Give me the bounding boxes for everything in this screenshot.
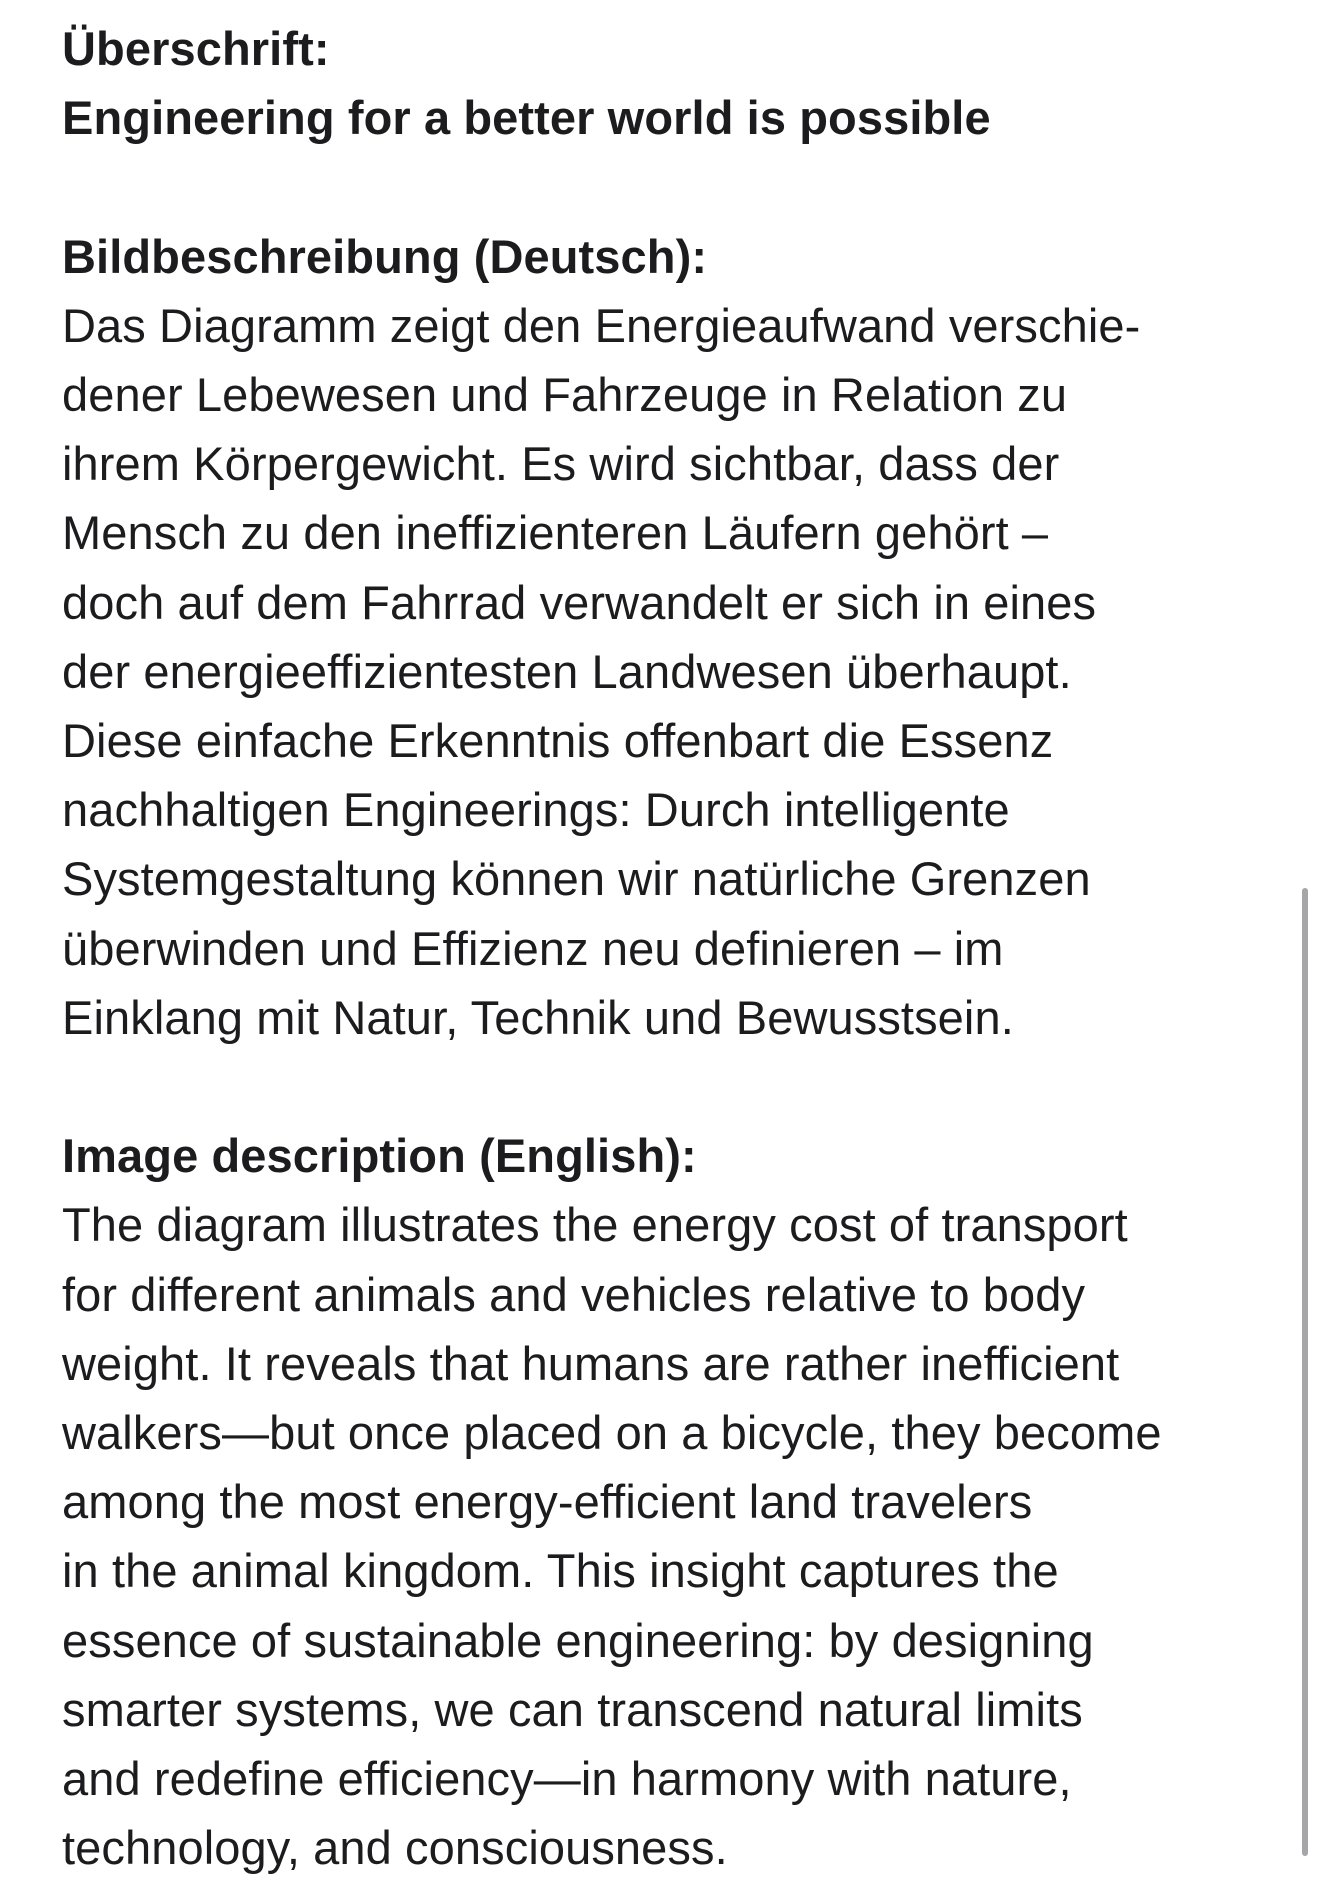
german-line: Diese einfache Erkenntnis offenbart die Essenz (62, 714, 1054, 768)
german-line: Systemgestaltung können wir natürliche Grenzen (62, 852, 1091, 906)
german-line: Das Diagramm zeigt den Energieaufwand verschie- (62, 298, 1141, 352)
german-line: dener Lebewesen und Fahrzeuge in Relation zu (62, 368, 1068, 421)
english-description-label: Image description (English): (62, 1129, 697, 1183)
english-line: essence of sustainable engineering: by designing (62, 1613, 1094, 1667)
german-line: Einklang mit Natur, Technik und Bewusstsein. (62, 990, 1014, 1044)
english-line: for different animals and vehicles relative to body (62, 1267, 1086, 1321)
english-line: The diagram illustrates the energy cost of transport (62, 1198, 1128, 1252)
english-line: in the animal kingdom. This insight captures the (62, 1544, 1059, 1598)
caption-label: Überschrift: (62, 22, 330, 75)
german-line: Mensch zu den ineffizienteren Läufern gehört – (62, 506, 1049, 560)
english-line: weight. It reveals that humans are rather inefficient (62, 1336, 1120, 1390)
german-line: doch auf dem Fahrrad verwandelt er sich in eines (62, 575, 1097, 629)
german-line: der energieeffizientesten Landwesen überhaupt. (62, 644, 1072, 698)
vertical-scrollbar[interactable] (1302, 888, 1308, 1856)
german-description (62, 291, 1272, 1052)
english-line: and redefine efficiency—in harmony with nature, (62, 1752, 1072, 1806)
english-line: among the most energy-efficient land travelers (62, 1475, 1033, 1529)
caption-text: Engineering for a better world is possible (62, 91, 991, 145)
english-line: smarter systems, we can transcend natural limits (62, 1682, 1083, 1736)
spacer (62, 152, 1272, 221)
german-description-label: Bildbeschreibung (Deutsch): (62, 229, 708, 283)
english-description (62, 1190, 1272, 1882)
english-line: technology, and consciousness. (62, 1821, 728, 1875)
german-line: nachhaltigen Engineerings: Durch intelligente (62, 783, 1010, 837)
english-line: walkers—but once placed on a bicycle, they become (62, 1406, 1162, 1460)
german-line: ihrem Körpergewicht. Es wird sichtbar, dass der (62, 437, 1060, 491)
note-body (62, 14, 1272, 1882)
spacer (62, 1052, 1272, 1121)
german-line: überwinden und Effizienz neu definieren – im (62, 921, 1004, 975)
